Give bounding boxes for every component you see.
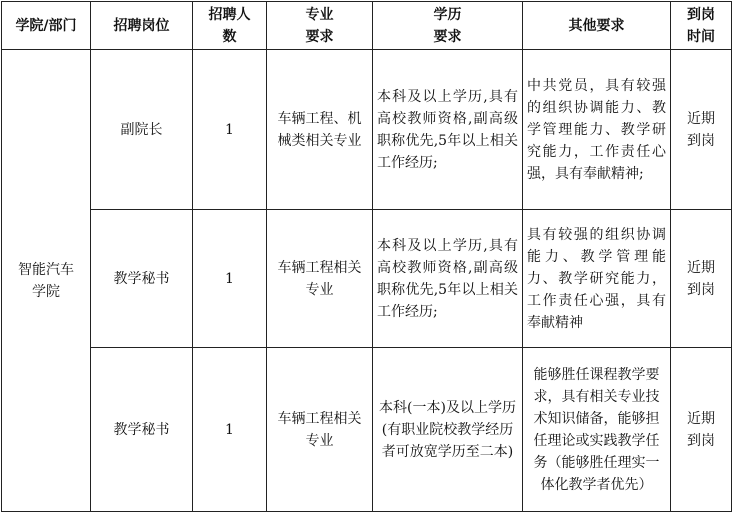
header-other: 其他要求 (523, 2, 671, 50)
position-cell: 教学秘书 (91, 210, 193, 348)
count-cell: 1 (193, 50, 267, 210)
education-cell: 本科及以上学历,具有高校教师资格,副高级职称优先,5年以上相关工作经历; (373, 50, 523, 210)
count-cell: 1 (193, 210, 267, 348)
college-cell: 智能汽车 学院 (2, 50, 91, 512)
other-requirements-cell: 中共党员，具有较强的组织协调能力、教学管理能力、教学研究能力，工作责任心强，具有奉献精神; (523, 50, 671, 210)
major-cell: 车辆工程相关专业 (267, 210, 373, 348)
header-row (2, 2, 732, 50)
education-cell: 本科及以上学历,具有高校教师资格,副高级职称优先,5年以上相关工作经历; (373, 210, 523, 348)
other-requirements-cell: 能够胜任课程教学要求，具有相关专业技术知识储备，能够担任理论或实践教学任务（能够胜任理实一体化教学者优先） (523, 348, 671, 512)
header-position: 招聘岗位 (91, 2, 193, 50)
table-row (2, 210, 732, 348)
table-row (2, 50, 732, 210)
major-cell: 车辆工程相关专业 (267, 348, 373, 512)
education-cell: 本科(一本)及以上学历(有职业院校教学经历者可放宽学历至二本) (373, 348, 523, 512)
position-cell: 教学秘书 (91, 348, 193, 512)
header-arrival: 到岗 时间 (671, 2, 732, 50)
count-cell: 1 (193, 348, 267, 512)
header-college: 学院/部门 (2, 2, 91, 50)
header-education: 学历 要求 (373, 2, 523, 50)
arrival-cell: 近期 到岗 (671, 50, 732, 210)
header-count: 招聘人 数 (193, 2, 267, 50)
recruitment-table (1, 1, 732, 512)
other-requirements-cell: 具有较强的组织协调能力、教学管理能力、教学研究能力，工作责任心强，具有奉献精神 (523, 210, 671, 348)
major-cell: 车辆工程、机械类相关专业 (267, 50, 373, 210)
header-major: 专业 要求 (267, 2, 373, 50)
arrival-cell: 近期 到岗 (671, 348, 732, 512)
arrival-cell: 近期 到岗 (671, 210, 732, 348)
position-cell: 副院长 (91, 50, 193, 210)
table-row (2, 348, 732, 512)
